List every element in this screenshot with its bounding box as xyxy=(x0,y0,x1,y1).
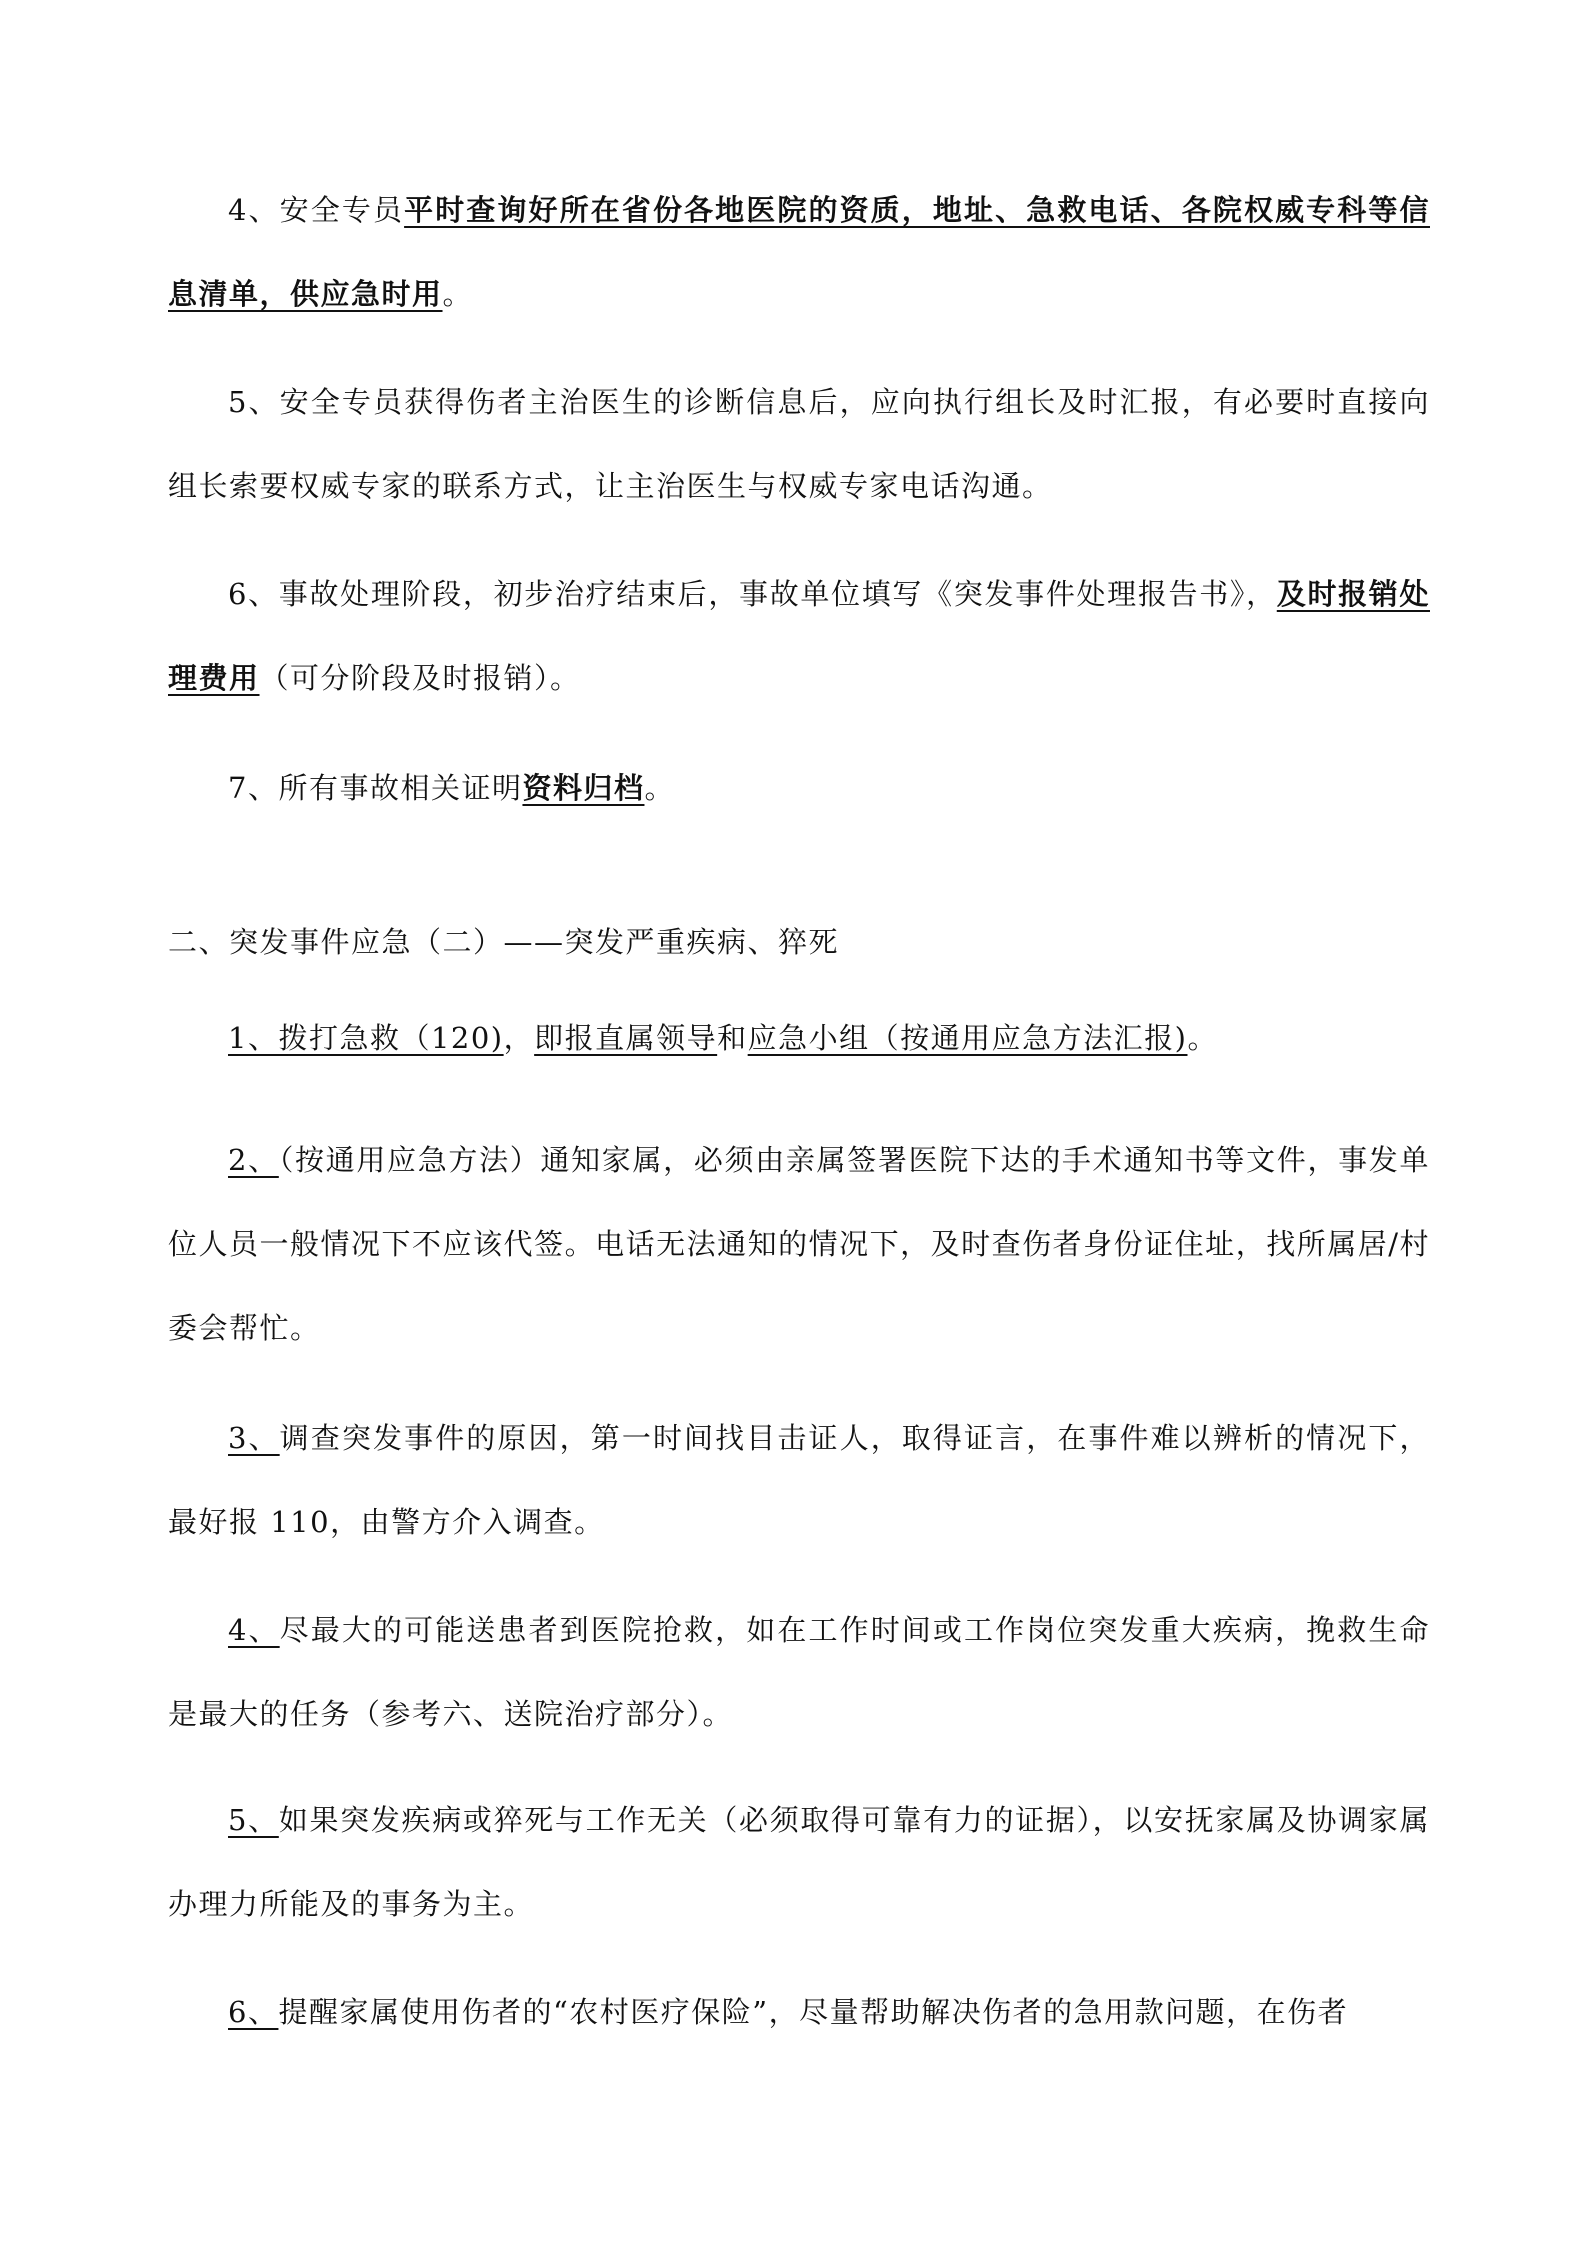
s2-item-3-text: 调查突发事件的原因，第一时间找目击证人，取得证言，在事件难以辨析的情况下，最好报 110，由警方介入调查。 xyxy=(168,1421,1430,1539)
s2-item-6-number: 6、 xyxy=(228,1995,279,2029)
paragraph-s2-item-1 xyxy=(168,996,1430,1080)
item-7-underlined: 资料归档 xyxy=(522,771,645,805)
paragraph-item-5 xyxy=(168,360,1430,528)
s2-item-1-seg-1: 1、拨打急救（120) xyxy=(228,1021,504,1055)
item-4-end: 。 xyxy=(442,277,474,311)
s2-item-2-number: 2、 xyxy=(228,1143,279,1177)
paragraph-s2-item-6 xyxy=(168,1970,1430,2054)
paragraph-s2-item-5 xyxy=(168,1778,1430,1946)
item-7-prefix: 7、所有事故相关证明 xyxy=(228,771,523,805)
paragraph-s2-item-2 xyxy=(168,1118,1430,1370)
item-4-prefix: 4、安全专员 xyxy=(228,193,405,227)
paragraph-s2-item-3 xyxy=(168,1396,1430,1564)
section-2-heading: 二、突发事件应急（二）——突发严重疾病、猝死 xyxy=(168,925,840,959)
item-6-end: （可分阶段及时报销）。 xyxy=(259,661,581,695)
paragraph-item-7 xyxy=(168,746,1430,830)
s2-item-2-text: （按通用应急方法）通知家属，必须由亲属签署医院下达的手术通知书等文件，事发单位人员一般情况下不应该代签。电话无法通知的情况下，及时查伤者身份证住址，找所属居/村委会帮忙。 xyxy=(168,1143,1430,1345)
item-6-underlined: 及时报销处理费用 xyxy=(168,577,1430,695)
paragraph-s2-item-4 xyxy=(168,1588,1430,1756)
s2-item-4-text: 尽最大的可能送患者到医院抢救，如在工作时间或工作岗位突发重大疾病，挽救生命是最大的任务（参考六、送院治疗部分）。 xyxy=(168,1613,1430,1731)
s2-item-4-number: 4、 xyxy=(228,1613,280,1647)
s2-item-1-seg-5: 应急小组（按通用应急方法汇报) xyxy=(747,1021,1188,1055)
item-5-text: 5、安全专员获得伤者主治医生的诊断信息后，应向执行组长及时汇报，有必要时直接向组长索要权威专家的联系方式，让主治医生与权威专家电话沟通。 xyxy=(168,385,1430,503)
paragraph-item-4 xyxy=(168,168,1430,336)
s2-item-1-seg-2: ， xyxy=(503,1021,535,1055)
s2-item-1-seg-6: 。 xyxy=(1187,1021,1219,1055)
item-7-end: 。 xyxy=(644,771,675,805)
item-6-prefix: 6、事故处理阶段，初步治疗结束后，事故单位填写《突发事件处理报告书》， xyxy=(228,577,1277,611)
s2-item-3-number: 3、 xyxy=(228,1421,280,1455)
paragraph-item-6 xyxy=(168,552,1430,720)
s2-item-6-text: 提醒家属使用伤者的“农村医疗保险”，尽量帮助解决伤者的急用款问题，在伤者 xyxy=(278,1995,1349,2029)
s2-item-5-text: 如果突发疾病或猝死与工作无关（必须取得可靠有力的证据），以安抚家属及协调家属办理力所能及的事务为主。 xyxy=(168,1803,1430,1921)
s2-item-1-seg-3: 即报直属领导 xyxy=(534,1021,718,1055)
s2-item-5-number: 5、 xyxy=(228,1803,279,1837)
item-4-underlined: 平时查询好所在省份各地医院的资质，地址、急救电话、各院权威专科等信息清单，供应急时用 xyxy=(168,193,1430,311)
s2-item-1-seg-4: 和 xyxy=(717,1021,748,1055)
